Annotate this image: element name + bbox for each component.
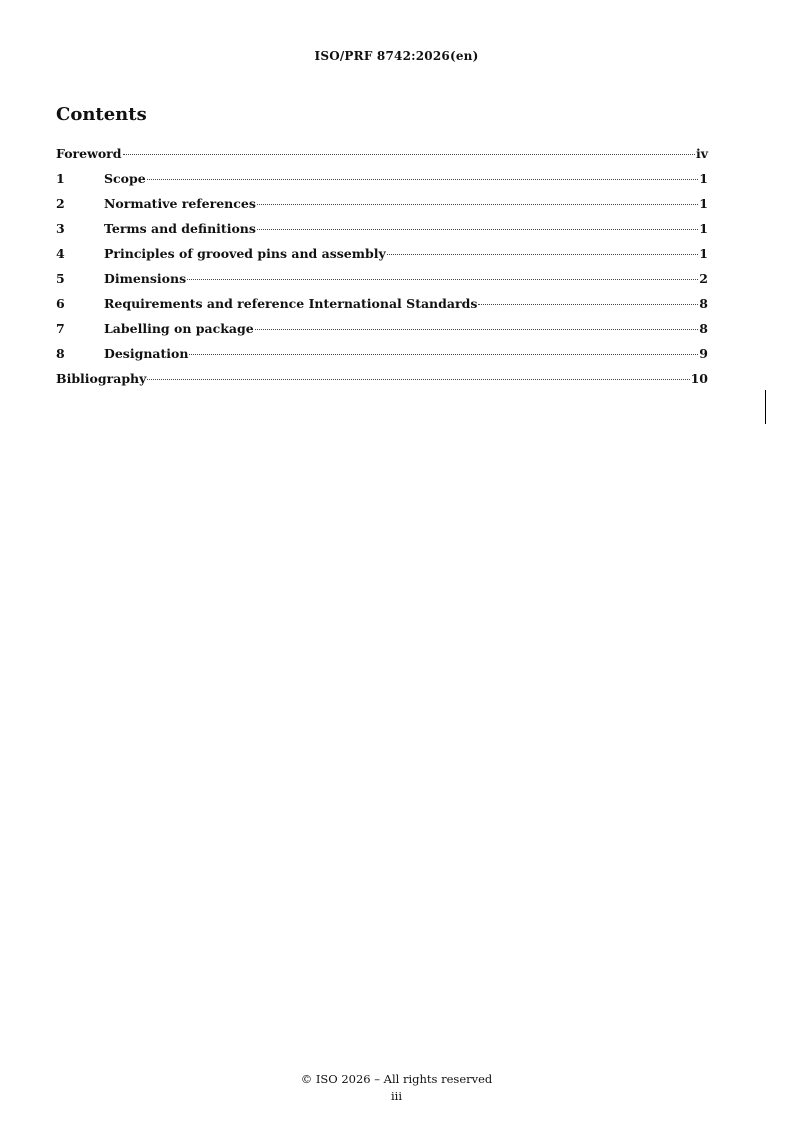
revision-change-bar: [765, 390, 766, 424]
toc-entry-dimensions[interactable]: [56, 271, 708, 296]
toc-entry-page: 8: [699, 296, 708, 311]
toc-entry-normative-references[interactable]: [56, 196, 708, 221]
toc-dot-leader: [387, 254, 699, 255]
toc-entry-number: 7: [56, 321, 65, 336]
toc-entry-title: Dimensions: [104, 271, 187, 286]
toc-entry-number: 5: [56, 271, 65, 286]
toc-entry-number: 3: [56, 221, 65, 236]
toc-entry-number: 1: [56, 171, 65, 186]
toc-dot-leader: [257, 229, 698, 230]
toc-entry-title: Principles of grooved pins and assembly: [104, 246, 386, 261]
toc-dot-leader: [257, 204, 698, 205]
toc-entry-page: 1: [699, 221, 708, 236]
toc-dot-leader: [147, 379, 689, 380]
toc-dot-leader: [187, 279, 698, 280]
toc-entry-title: Bibliography: [56, 371, 147, 386]
toc-entry-terms-and-definitions[interactable]: [56, 221, 708, 246]
table-of-contents: [56, 146, 708, 396]
toc-entry-bibliography[interactable]: [56, 371, 708, 396]
toc-entry-page: 8: [699, 321, 708, 336]
toc-entry-title: Scope: [104, 171, 146, 186]
document-header-id: ISO/PRF 8742:2026(en): [314, 49, 479, 63]
toc-entry-labelling[interactable]: [56, 321, 708, 346]
toc-entry-title: Normative references: [104, 196, 256, 211]
toc-entry-page: iv: [695, 146, 708, 161]
toc-dot-leader: [123, 154, 695, 155]
toc-entry-requirements[interactable]: [56, 296, 708, 321]
toc-dot-leader: [255, 329, 699, 330]
toc-entry-designation[interactable]: [56, 346, 708, 371]
toc-entry-page: 1: [699, 246, 708, 261]
toc-entry-number: 8: [56, 346, 65, 361]
footer-page-number: iii: [390, 1089, 403, 1103]
toc-entry-title: Terms and definitions: [104, 221, 256, 236]
toc-dot-leader: [478, 304, 698, 305]
footer-copyright: © ISO 2026 – All rights reserved: [300, 1072, 493, 1086]
toc-entry-title: Requirements and reference International Standards: [104, 296, 478, 311]
contents-heading: Contents: [56, 104, 147, 125]
toc-entry-page: 10: [690, 371, 708, 386]
toc-entry-principles[interactable]: [56, 246, 708, 271]
toc-entry-page: 9: [699, 346, 708, 361]
toc-entry-number: 4: [56, 246, 65, 261]
toc-dot-leader: [147, 179, 699, 180]
toc-entry-page: 1: [699, 196, 708, 211]
toc-entry-foreword[interactable]: [56, 146, 708, 171]
toc-entry-number: 6: [56, 296, 65, 311]
toc-entry-page: 1: [699, 171, 708, 186]
toc-entry-title: Foreword: [56, 146, 122, 161]
toc-entry-title: Labelling on package: [104, 321, 254, 336]
toc-entry-page: 2: [699, 271, 708, 286]
toc-dot-leader: [189, 354, 698, 355]
toc-entry-number: 2: [56, 196, 65, 211]
toc-entry-title: Designation: [104, 346, 189, 361]
toc-entry-scope[interactable]: [56, 171, 708, 196]
